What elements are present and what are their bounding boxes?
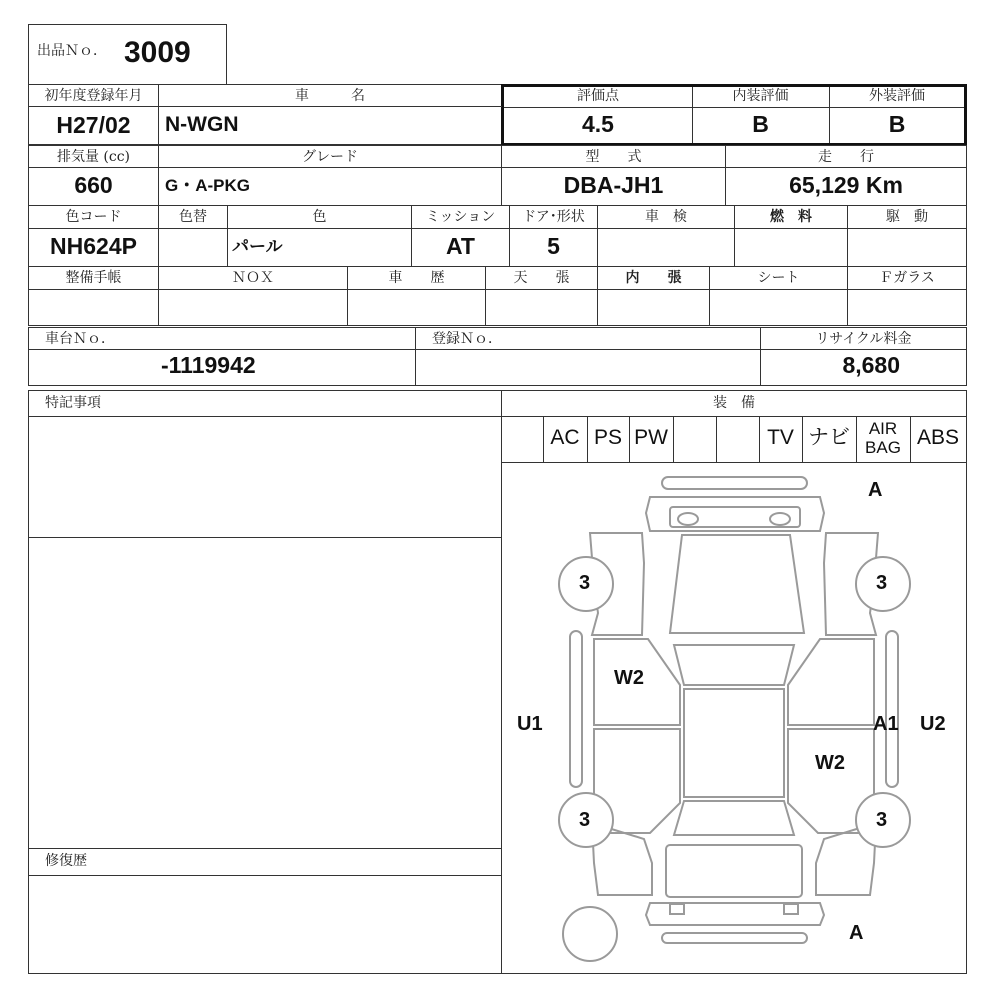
interior-eval-value: B [752, 111, 769, 137]
spare-tire [563, 907, 617, 961]
displacement-cell [28, 145, 159, 206]
right-sill [886, 631, 898, 787]
rear-window [674, 801, 794, 835]
color-cell [227, 205, 412, 267]
ceiling-cell [485, 266, 598, 326]
history-label: 車 歴 [388, 270, 445, 286]
windshield [674, 645, 794, 685]
mileage-label: 走 行 [818, 149, 874, 165]
chassis-cell [28, 327, 416, 386]
door-label: ドア･形状 [522, 209, 585, 225]
drive-cell [847, 205, 967, 267]
damage-mark-left-sill: U1 [517, 713, 543, 735]
rear-bumper-bottom [662, 933, 807, 943]
damage-mark-front-right-wheel: 3 [876, 572, 888, 594]
damage-mark-front-left-wheel: 3 [579, 572, 591, 594]
grade-cell [158, 145, 502, 206]
color-code-cell [28, 205, 159, 267]
door-value: 5 [547, 233, 560, 259]
equipment-item-airbag: AIR BAG [865, 419, 901, 457]
damage-mark-right-body: W2 [815, 752, 845, 774]
car-name-label: 車 名 [295, 88, 365, 104]
first-registration-label: 初年度登録年月 [44, 88, 143, 104]
door-cell [509, 205, 598, 267]
interior-eval-label: 内装評価 [732, 88, 789, 104]
history-cell [347, 266, 486, 326]
recycle-value: 8,680 [842, 352, 900, 378]
exterior-eval-label: 外装評価 [869, 88, 925, 104]
special-notes-label: 特記事項 [45, 395, 101, 411]
first-registration-cell [28, 84, 159, 145]
car-name-value: N-WGN [165, 113, 239, 136]
front-bumper [646, 497, 824, 531]
hood [670, 535, 804, 633]
grade-label: グレード [302, 149, 358, 165]
score-value: 4.5 [582, 111, 614, 137]
damage-mark-rear-left-wheel: 3 [579, 809, 591, 831]
front-bumper-top [662, 477, 807, 489]
seat-label: シート [757, 270, 800, 286]
damage-mark-front: A [868, 479, 883, 501]
color-label: 色 [312, 209, 327, 225]
damage-mark-right-side: A1 [873, 713, 899, 735]
damage-mark-rear: A [849, 922, 864, 944]
mission-label: ミッション [425, 209, 496, 225]
color-code-label: 色コード [65, 209, 122, 225]
interior-trim-cell [597, 266, 710, 326]
displacement-label: 排気量 (cc) [56, 149, 131, 165]
chassis-value: -1119942 [161, 352, 256, 378]
fglass-cell [847, 266, 967, 326]
color-code-value: NH624P [50, 233, 137, 259]
color-value: パール [232, 237, 283, 256]
right-front-door [788, 639, 874, 725]
lot-number-box [28, 24, 227, 85]
repair-history-label: 修復歴 [45, 853, 87, 869]
registration-cell [415, 327, 761, 386]
exterior-eval-cell [830, 87, 964, 143]
equipment-item-ps: PS [593, 426, 622, 449]
seat-cell [709, 266, 848, 326]
model-value: DBA-JH1 [563, 172, 664, 198]
mileage-value: 65,129 Km [789, 172, 903, 198]
fuel-cell [734, 205, 848, 267]
left-sill [570, 631, 582, 787]
ceiling-label: 天 張 [513, 270, 570, 286]
score-cell [504, 87, 693, 143]
interior-trim-label: 内 張 [625, 270, 682, 286]
notes-column [28, 390, 502, 974]
fglass-label: Ｆガラス [879, 270, 935, 286]
lot-number-label: 出品Ｎｏ． [37, 43, 107, 59]
interior-eval-cell [692, 87, 830, 143]
equipment-item-abs: ABS [916, 426, 960, 449]
registration-label: 登録Ｎｏ． [432, 331, 502, 347]
first-registration-value: H27/02 [56, 112, 131, 138]
car-name-cell [158, 84, 502, 145]
repaint-cell [158, 205, 228, 267]
recycle-label: リサイクル料金 [815, 331, 912, 347]
nox-label: ＮＯＸ [232, 270, 274, 286]
drive-label: 駆 動 [886, 209, 928, 225]
exterior-eval-value: B [888, 111, 906, 137]
repaint-label: 色替 [179, 209, 207, 225]
recycle-cell [760, 327, 967, 386]
score-label: 評価点 [577, 88, 619, 104]
inspection-label: 車 検 [645, 209, 687, 225]
damage-mark-right-sill: U2 [920, 713, 946, 735]
service-book-label: 整備手帳 [65, 270, 122, 286]
equipment-item-pw: PW [634, 426, 668, 449]
damage-mark-rear-right-wheel: 3 [876, 809, 888, 831]
equipment-item-navi: ナビ [808, 426, 850, 449]
displacement-value: 660 [74, 172, 113, 198]
mileage-cell [725, 145, 967, 206]
model-cell [501, 145, 726, 206]
grade-value: G・A-PKG [165, 176, 250, 195]
equipment-label: 装 備 [713, 395, 755, 411]
service-book-cell [28, 266, 159, 326]
model-label: 型 式 [585, 149, 642, 165]
equipment-item-tv: TV [767, 426, 794, 449]
nox-cell [158, 266, 348, 326]
fuel-label: 燃 料 [770, 209, 812, 225]
mission-cell [411, 205, 510, 267]
inspection-cell [597, 205, 735, 267]
equipment-row [502, 416, 966, 462]
back-door [666, 845, 802, 897]
damage-mark-left-body: W2 [614, 667, 644, 689]
equipment-item-ac: AC [550, 426, 580, 449]
chassis-label: 車台Ｎｏ． [45, 331, 115, 347]
mission-value: AT [446, 233, 475, 259]
lot-number-value: 3009 [124, 36, 191, 69]
roof [684, 689, 784, 797]
